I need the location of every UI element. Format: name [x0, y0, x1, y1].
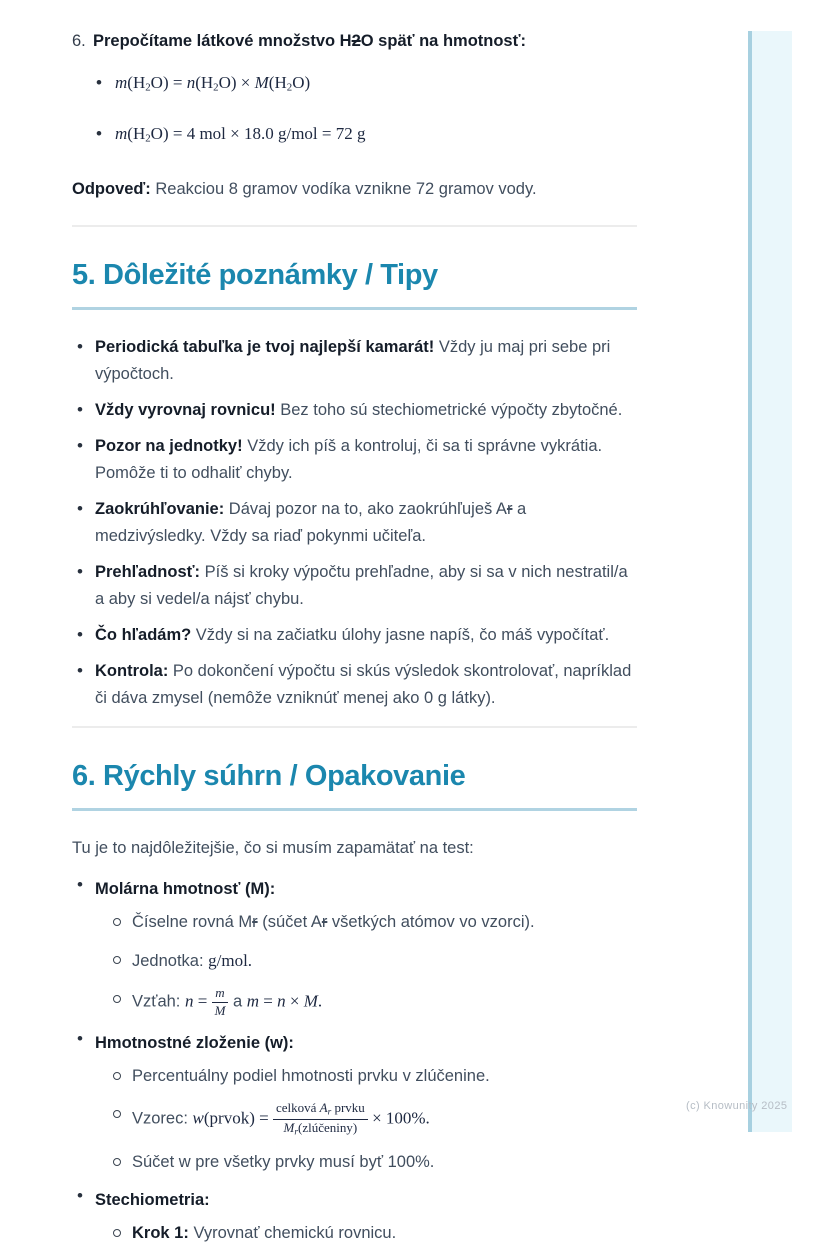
section-divider	[72, 225, 637, 227]
formula-item: • m(H2O) = 4 mol × 18.0 g/mol = 72 g	[93, 121, 637, 152]
answer-line: Odpoveď: Reakciou 8 gramov vodíka vznikne 72 gramov vody.	[72, 180, 537, 199]
intro-paragraph: Tu je to najdôležitejšie, čo si musím zapamätať na test:	[72, 839, 474, 858]
sub-list-item: Krok 1: Vyrovnať chemickú rovnicu.	[110, 1220, 637, 1247]
section-6-heading: 6. Rýchly súhrn / Opakovanie	[72, 758, 637, 811]
sub-list-item: Percentuálny podiel hmotnosti prvku v zlúčenine.	[110, 1063, 637, 1090]
step-number: 6.	[72, 32, 86, 50]
copyright-watermark: (c) Knowunity 2025	[686, 1100, 788, 1112]
list-item	[72, 876, 637, 1019]
section-5-heading: 5. Dôležité poznámky / Tipy	[72, 257, 637, 310]
list-item	[72, 1187, 637, 1247]
step-title: Prepočítame látkové množstvo H2O späť na hmotnosť:	[93, 32, 526, 50]
sub-list-item: Vzťah: n = $\frac{m}{M}$ a m = n × M.	[110, 986, 637, 1019]
list-item-lead: • Molárna hmotnosť (M):	[95, 880, 276, 899]
summary-list	[72, 876, 637, 1247]
step-body	[93, 28, 637, 171]
list-item: • Čo hľadám? Vždy si na začiatku úlohy jasne napíš, čo máš vypočítať.	[72, 622, 637, 649]
scrollbar-track[interactable]	[748, 31, 792, 1132]
list-item-lead: • Hmotnostné zloženie (w):	[95, 1034, 294, 1053]
document-content	[72, 28, 637, 1258]
list-item-lead: • Stechiometria:	[95, 1191, 210, 1210]
section-divider	[72, 726, 637, 728]
list-item	[72, 1030, 637, 1176]
list-item: • Prehľadnosť: Píš si kroky výpočtu prehľadne, aby si sa v nich nestratil/a a aby si vedel/a nájsť chybu.	[72, 559, 637, 613]
sub-list	[110, 1063, 637, 1176]
list-item: • Periodická tabuľka je tvoj najlepší kamarát! Vždy ju maj pri sebe pri výpočtoch.	[72, 334, 637, 388]
list-item: • Zaokrúhľovanie: Dávaj pozor na to, ako zaokrúhľuješ Ar a medzivýsledky. Vždy sa riaď pokynmi učiteľa.	[72, 496, 637, 550]
tips-list	[72, 334, 637, 712]
sub-list	[110, 909, 637, 1019]
sub-list-item: Súčet w pre všetky prvky musí byť 100%.	[110, 1149, 637, 1176]
formula-item: • m(H2O) = n(H2O) × M(H2O)	[93, 70, 637, 101]
numbered-step-6	[72, 28, 637, 171]
sub-list-item: Číselne rovná Mr (súčet Ar všetkých atómov vo vzorci).	[110, 909, 637, 936]
sub-list-item: Vzorec: w(prvok) = $\frac{\text{celková Ar prvku}}{\text{Mr(zlúčeniny)}}$ × 100%.	[110, 1101, 637, 1138]
formula-list	[93, 70, 637, 151]
sub-list-item: Jednotka: g/mol.	[110, 947, 637, 975]
list-item: • Pozor na jednotky! Vždy ich píš a kontroluj, či sa ti správne vykrátia. Pomôže ti to odhaliť chyby.	[72, 433, 637, 487]
list-item: • Kontrola: Po dokončení výpočtu si skús výsledok skontrolovať, napríklad či dáva zmysel (nemôže vzniknúť menej ako 0 g látky).	[72, 658, 637, 712]
list-item: • Vždy vyrovnaj rovnicu! Bez toho sú stechiometrické výpočty zbytočné.	[72, 397, 637, 424]
sub-list	[110, 1220, 637, 1247]
